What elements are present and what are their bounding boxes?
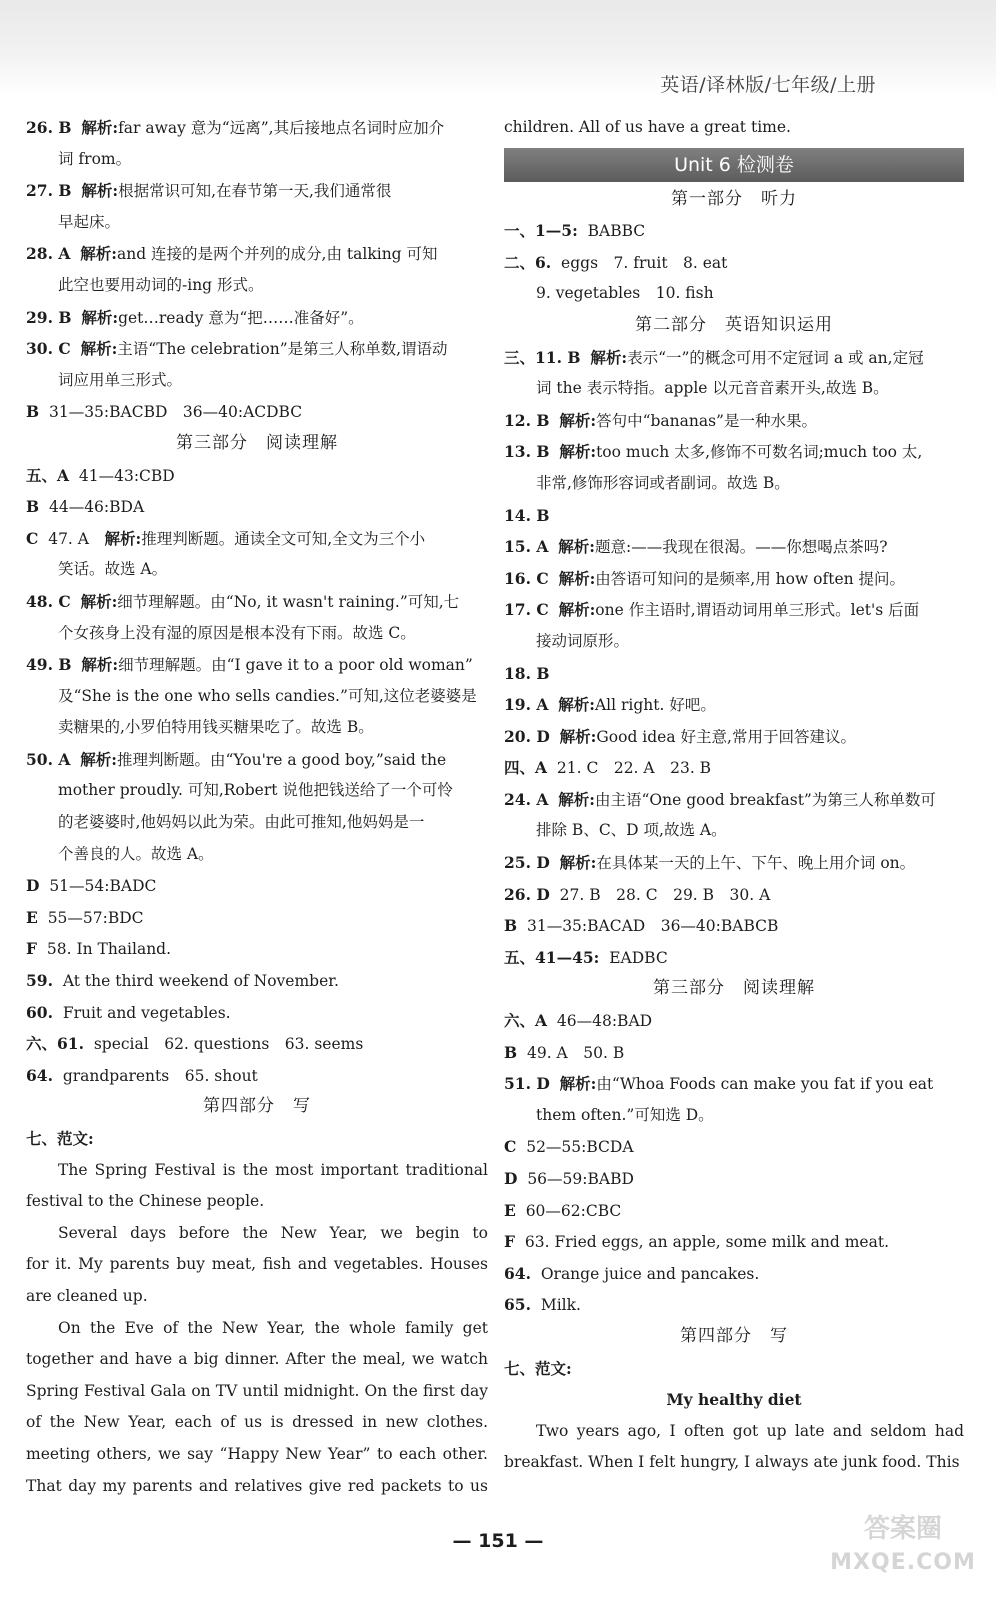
answer-item [504, 1353, 964, 1385]
answer-text: 55—57:BDC [47, 908, 144, 927]
answer-number: 13. B [504, 442, 550, 462]
answer-text: BABBC [587, 222, 646, 241]
answer-number: 64. [26, 1065, 53, 1085]
analysis-text: and 连接的是两个并列的成分,由 talking 可知 [116, 245, 438, 264]
analysis-label: 解析: [104, 528, 142, 548]
answer-number: 七、范文: [504, 1358, 572, 1378]
answer-number: C [504, 1137, 517, 1157]
answer-number: 12. B [504, 410, 550, 430]
answer-item [504, 689, 964, 721]
answer-item [504, 436, 964, 468]
answer-text: 31—35:BACAD 36—40:BABCB [526, 917, 779, 936]
answer-number: D [26, 876, 40, 896]
answer-text: 31—35:BACBD 36—40:ACDBC [48, 403, 303, 422]
continuation-line: 词 the 表示特指。apple 以元音音素开头,故选 B。 [536, 379, 889, 398]
answer-number: 51. D [504, 1074, 550, 1094]
answer-item [26, 302, 488, 334]
watermark-logo-text: 答案圈 [863, 1514, 942, 1544]
analysis-label: 解析: [558, 695, 595, 715]
answer-text: 21. C 22. A 23. B [556, 759, 712, 778]
section-heading: 第四部分 写 [680, 1325, 788, 1346]
answer-number: 29. B [26, 307, 72, 327]
answer-text: 60—62:CBC [525, 1201, 622, 1220]
section-heading: 第三部分 阅读理解 [176, 432, 338, 453]
section-heading: 第二部分 英语知识运用 [635, 314, 833, 335]
answer-number: D [504, 1169, 518, 1188]
answer-text: 41—43:CBD [78, 466, 175, 485]
answer-number: 三、11. B [504, 347, 581, 367]
analysis-text: one 作主语时,谓语动词用单三形式。let's 后面 [595, 601, 920, 620]
continuation-line: 词 from。 [58, 149, 132, 168]
answer-number: 65. [504, 1295, 531, 1315]
answer-item [504, 563, 964, 595]
answer-text: 44—46:BDA [48, 498, 145, 517]
text-line: of the New Year, each of us is dressed in new clothes. [26, 1413, 488, 1432]
continuation-line: mother proudly. 可知,Robert 说他把钱送给了一个可怜 [58, 781, 453, 800]
answer-text: 56—59:BABD [527, 1170, 634, 1188]
answer-text: Orange juice and pancakes. [540, 1264, 760, 1283]
answer-number: 六、61. [26, 1034, 84, 1054]
analysis-text: 题意:——我现在很渴。——你想喝点茶吗? [594, 538, 888, 557]
answer-item [26, 333, 488, 365]
answer-item [26, 460, 488, 492]
text-line: Spring Festival Gala on TV until midnight. On the first day [26, 1381, 488, 1400]
answer-text: grandparents 65. shout [62, 1066, 258, 1085]
answer-item [504, 721, 964, 753]
answer-number: B [504, 916, 518, 936]
analysis-text: 表示“一”的概念可用不定冠词 a 或 an,定冠 [627, 348, 924, 367]
answer-item [26, 997, 488, 1029]
text-line: That day my parents and relatives give red packets to us [26, 1476, 488, 1495]
answer-number: F [504, 1232, 516, 1252]
answer-number: 16. C [504, 568, 549, 588]
answer-text: 51—54:BADC [49, 877, 157, 896]
answer-item [504, 1068, 964, 1100]
analysis-text: 细节理解题。由“I gave it to a poor old woman” [118, 656, 473, 675]
answer-item [26, 744, 488, 776]
continuation-line: them often.”可知选 D。 [536, 1105, 714, 1124]
answer-number: 20. D [504, 726, 550, 746]
answer-number: B [26, 497, 40, 517]
analysis-text: get…ready 意为“把……准备好”。 [118, 308, 364, 327]
unit-banner: Unit 6 检测卷 [504, 148, 964, 182]
continuation-line: 笑话。故选 A。 [58, 560, 168, 579]
answer-number: F [26, 939, 38, 959]
analysis-label: 解析: [81, 118, 119, 137]
analysis-text: 由“Whoa Foods can make you fat if you eat [596, 1075, 934, 1094]
answer-number: 48. C [26, 591, 71, 611]
section-heading: 第一部分 听力 [671, 188, 797, 209]
analysis-label: 解析: [558, 600, 596, 620]
answer-item [504, 1195, 964, 1227]
answer-number: 60. [26, 1002, 53, 1022]
answer-text: eggs 7. fruit 8. eat [561, 253, 728, 272]
site-watermark [828, 1512, 978, 1582]
answer-text: At the third weekend of November. [62, 972, 339, 991]
answer-number: 26. D [504, 884, 550, 904]
analysis-text: far away 意为“远离”,其后接地点名词时应加介 [118, 119, 445, 137]
text-line: for it. My parents buy meat, fish and vegetables. Houses [26, 1255, 488, 1274]
answer-item [26, 649, 488, 681]
answer-item [26, 586, 488, 618]
section-heading: 第三部分 阅读理解 [653, 978, 815, 999]
answer-item [26, 1060, 488, 1092]
analysis-label: 解析: [81, 655, 119, 675]
answer-item [504, 500, 964, 532]
analysis-label: 解析: [590, 347, 628, 367]
answer-number: 六、A [504, 1011, 548, 1031]
answer-number: 50. A [26, 749, 71, 769]
text-line: are cleaned up. [26, 1286, 148, 1305]
answer-text: 46—48:BAD [556, 1012, 653, 1031]
answer-item [26, 523, 488, 555]
watermark-url: MXQE.COM [830, 1550, 976, 1575]
answer-number: 18. B [504, 663, 550, 683]
answer-item [26, 112, 488, 144]
answer-item [504, 1289, 964, 1321]
continuation-line: 接动词原形。 [536, 631, 630, 650]
answer-number: 15. A [504, 537, 549, 557]
section-heading: 第四部分 写 [203, 1096, 311, 1117]
answer-number: B [504, 1042, 518, 1062]
analysis-label: 解析: [558, 537, 595, 557]
answer-item [26, 933, 488, 965]
continuation-line: 及“She is the one who sells candies.”可知,这位老婆婆是 [58, 686, 477, 705]
answer-item [26, 1028, 488, 1060]
answer-number: 14. B [504, 505, 550, 525]
answer-item [26, 396, 488, 428]
essay-paragraph-start: The Spring Festival is the most important traditional [58, 1160, 488, 1179]
answer-number: 26. B [26, 118, 72, 137]
answer-number: E [504, 1200, 516, 1220]
analysis-text: 推理判断题。通读全文可知,全文为三个小 [141, 529, 426, 548]
continuation-line: 个女孩身上没有湿的原因是根本没有下雨。故选 C。 [58, 623, 416, 642]
answer-item [504, 910, 964, 942]
answer-item [504, 247, 964, 279]
answer-number: 49. B [26, 655, 72, 675]
continuation-line: 卖糖果的,小罗伯特用钱买糖果吃了。故选 B。 [58, 718, 374, 737]
analysis-text: 由答语可知问的是频率,用 how often 提问。 [595, 569, 906, 588]
essay-paragraph-start: Two years ago, I often got up late and seldom had [536, 1421, 964, 1440]
answer-number: 二、6. [504, 252, 552, 272]
analysis-label: 解析: [81, 307, 119, 327]
text-line: children. All of us have a great time. [504, 118, 791, 136]
analysis-label: 解析: [559, 442, 597, 462]
answer-number: B [26, 402, 40, 422]
analysis-text: 细节理解题。由“No, it wasn't raining.”可知,七 [117, 592, 460, 611]
answer-number: 27. B [26, 181, 72, 201]
answer-text: 27. B 28. C 29. B 30. A [559, 885, 771, 904]
essay-paragraph-start: On the Eve of the New Year, the whole family get [58, 1318, 488, 1337]
answer-item [26, 902, 488, 934]
answer-number: 一、1—5: [504, 221, 578, 241]
answer-item [504, 1037, 964, 1069]
continuation-line: 的老婆婆时,他妈妈以此为荣。由此可推知,他妈妈是一 [58, 813, 425, 832]
answer-item [504, 215, 964, 247]
analysis-text: too much 太多,修饰不可数名词;much too 太, [596, 443, 923, 462]
answer-item [504, 1131, 964, 1163]
answer-item [504, 879, 964, 911]
analysis-label: 解析: [81, 181, 119, 201]
answer-number: 25. D [504, 853, 550, 873]
answer-text: Milk. [540, 1296, 581, 1315]
answer-item [504, 847, 964, 879]
analysis-label: 解析: [559, 1074, 597, 1094]
text-line: together and have a big dinner. After the meal, we watch [26, 1350, 488, 1369]
analysis-label: 解析: [80, 591, 118, 611]
analysis-text: Good idea 好主意,常用于回答建议。 [596, 727, 856, 746]
answer-item [504, 594, 964, 626]
analysis-text: 在具体某一天的上午、下午、晚上用介词 on。 [596, 854, 916, 873]
analysis-label: 解析: [80, 244, 117, 264]
analysis-text: 根据常识可知,在春节第一天,我们通常很 [118, 182, 392, 201]
answer-item [504, 752, 964, 784]
answer-number: 四、A [504, 758, 548, 778]
answer-text: 52—55:BCDA [526, 1138, 634, 1157]
analysis-text: All right. 好吧。 [594, 696, 716, 715]
analysis-text: 推理判断题。由“You're a good boy,”said the [116, 750, 447, 769]
answer-item [26, 1123, 488, 1155]
answer-number: 59. [26, 971, 53, 991]
continuation-line: 早起床。 [58, 212, 121, 231]
analysis-text: 主语“The celebration”是第三人称单数,谓语动 [117, 340, 448, 359]
answer-item [504, 1163, 964, 1195]
answer-item [504, 942, 964, 974]
answer-item [26, 175, 488, 207]
answer-number: 五、A [26, 465, 70, 485]
analysis-label: 解析: [558, 568, 596, 588]
answer-text: Fruit and vegetables. [62, 1003, 231, 1022]
answer-number: 24. A [504, 789, 549, 809]
answer-text: 58. In Thailand. [46, 940, 172, 959]
answer-item [504, 342, 964, 374]
right-column [504, 112, 964, 1479]
continuation-line: 词应用单三形式。 [58, 370, 183, 389]
essay-title: My healthy diet [666, 1390, 802, 1410]
answer-number: 64. [504, 1263, 531, 1283]
answer-item [504, 1258, 964, 1290]
answer-item [26, 491, 488, 523]
answer-number: E [26, 907, 38, 927]
analysis-label: 解析: [558, 789, 595, 809]
answer-text: EADBC [609, 948, 668, 967]
answer-item [504, 405, 964, 437]
text-line: breakfast. When I felt hungry, I always ate junk food. This [504, 1453, 960, 1472]
answer-item [26, 965, 488, 997]
answer-item [504, 658, 964, 690]
analysis-text: 答句中“bananas”是一种水果。 [596, 411, 817, 430]
analysis-label: 解析: [80, 749, 117, 769]
continuation-line: 排除 B、C、D 项,故选 A。 [536, 821, 727, 840]
page-number: — 151 — [452, 1530, 544, 1552]
continuation-line: 9. vegetables 10. fish [536, 284, 714, 303]
answer-text: 63. Fried eggs, an apple, some milk and meat. [524, 1233, 889, 1252]
analysis-label: 解析: [80, 339, 118, 359]
answer-number: 七、范文: [26, 1129, 94, 1148]
answer-number: 17. C [504, 600, 549, 620]
answer-item [504, 1226, 964, 1258]
left-column [26, 112, 488, 1502]
answer-item [26, 238, 488, 270]
answer-item [504, 531, 964, 563]
answer-number: C [26, 528, 39, 548]
text-line: meeting others, we say “Happy New Year” to each other. [26, 1444, 488, 1463]
continuation-line: 此空也要用动词的-ing 形式。 [58, 275, 264, 294]
answer-item [26, 870, 488, 902]
answer-number: 五、41—45: [504, 947, 600, 967]
analysis-text: 由主语“One good breakfast”为第三人称单数可 [594, 790, 936, 809]
answer-number: 19. A [504, 695, 549, 715]
analysis-label: 解析: [559, 853, 597, 873]
analysis-label: 解析: [559, 726, 597, 746]
continuation-line: 非常,修饰形容词或者副词。故选 B。 [536, 473, 790, 492]
answer-text: special 62. questions 63. seems [93, 1035, 364, 1054]
analysis-label: 解析: [559, 410, 597, 430]
text-line: festival to the Chinese people. [26, 1192, 265, 1211]
answer-item [504, 784, 964, 816]
answer-text: 49. A 50. B [526, 1043, 625, 1062]
essay-paragraph-start: Several days before the New Year, we begin to [58, 1223, 488, 1242]
answer-item [504, 1005, 964, 1037]
answer-number: 28. A [26, 244, 71, 264]
answer-text: 47. A [48, 529, 105, 548]
answer-number: 30. C [26, 339, 71, 359]
continuation-line: 个善良的人。故选 A。 [58, 844, 214, 863]
running-header: 英语/译林版/七年级/上册 [660, 74, 876, 96]
